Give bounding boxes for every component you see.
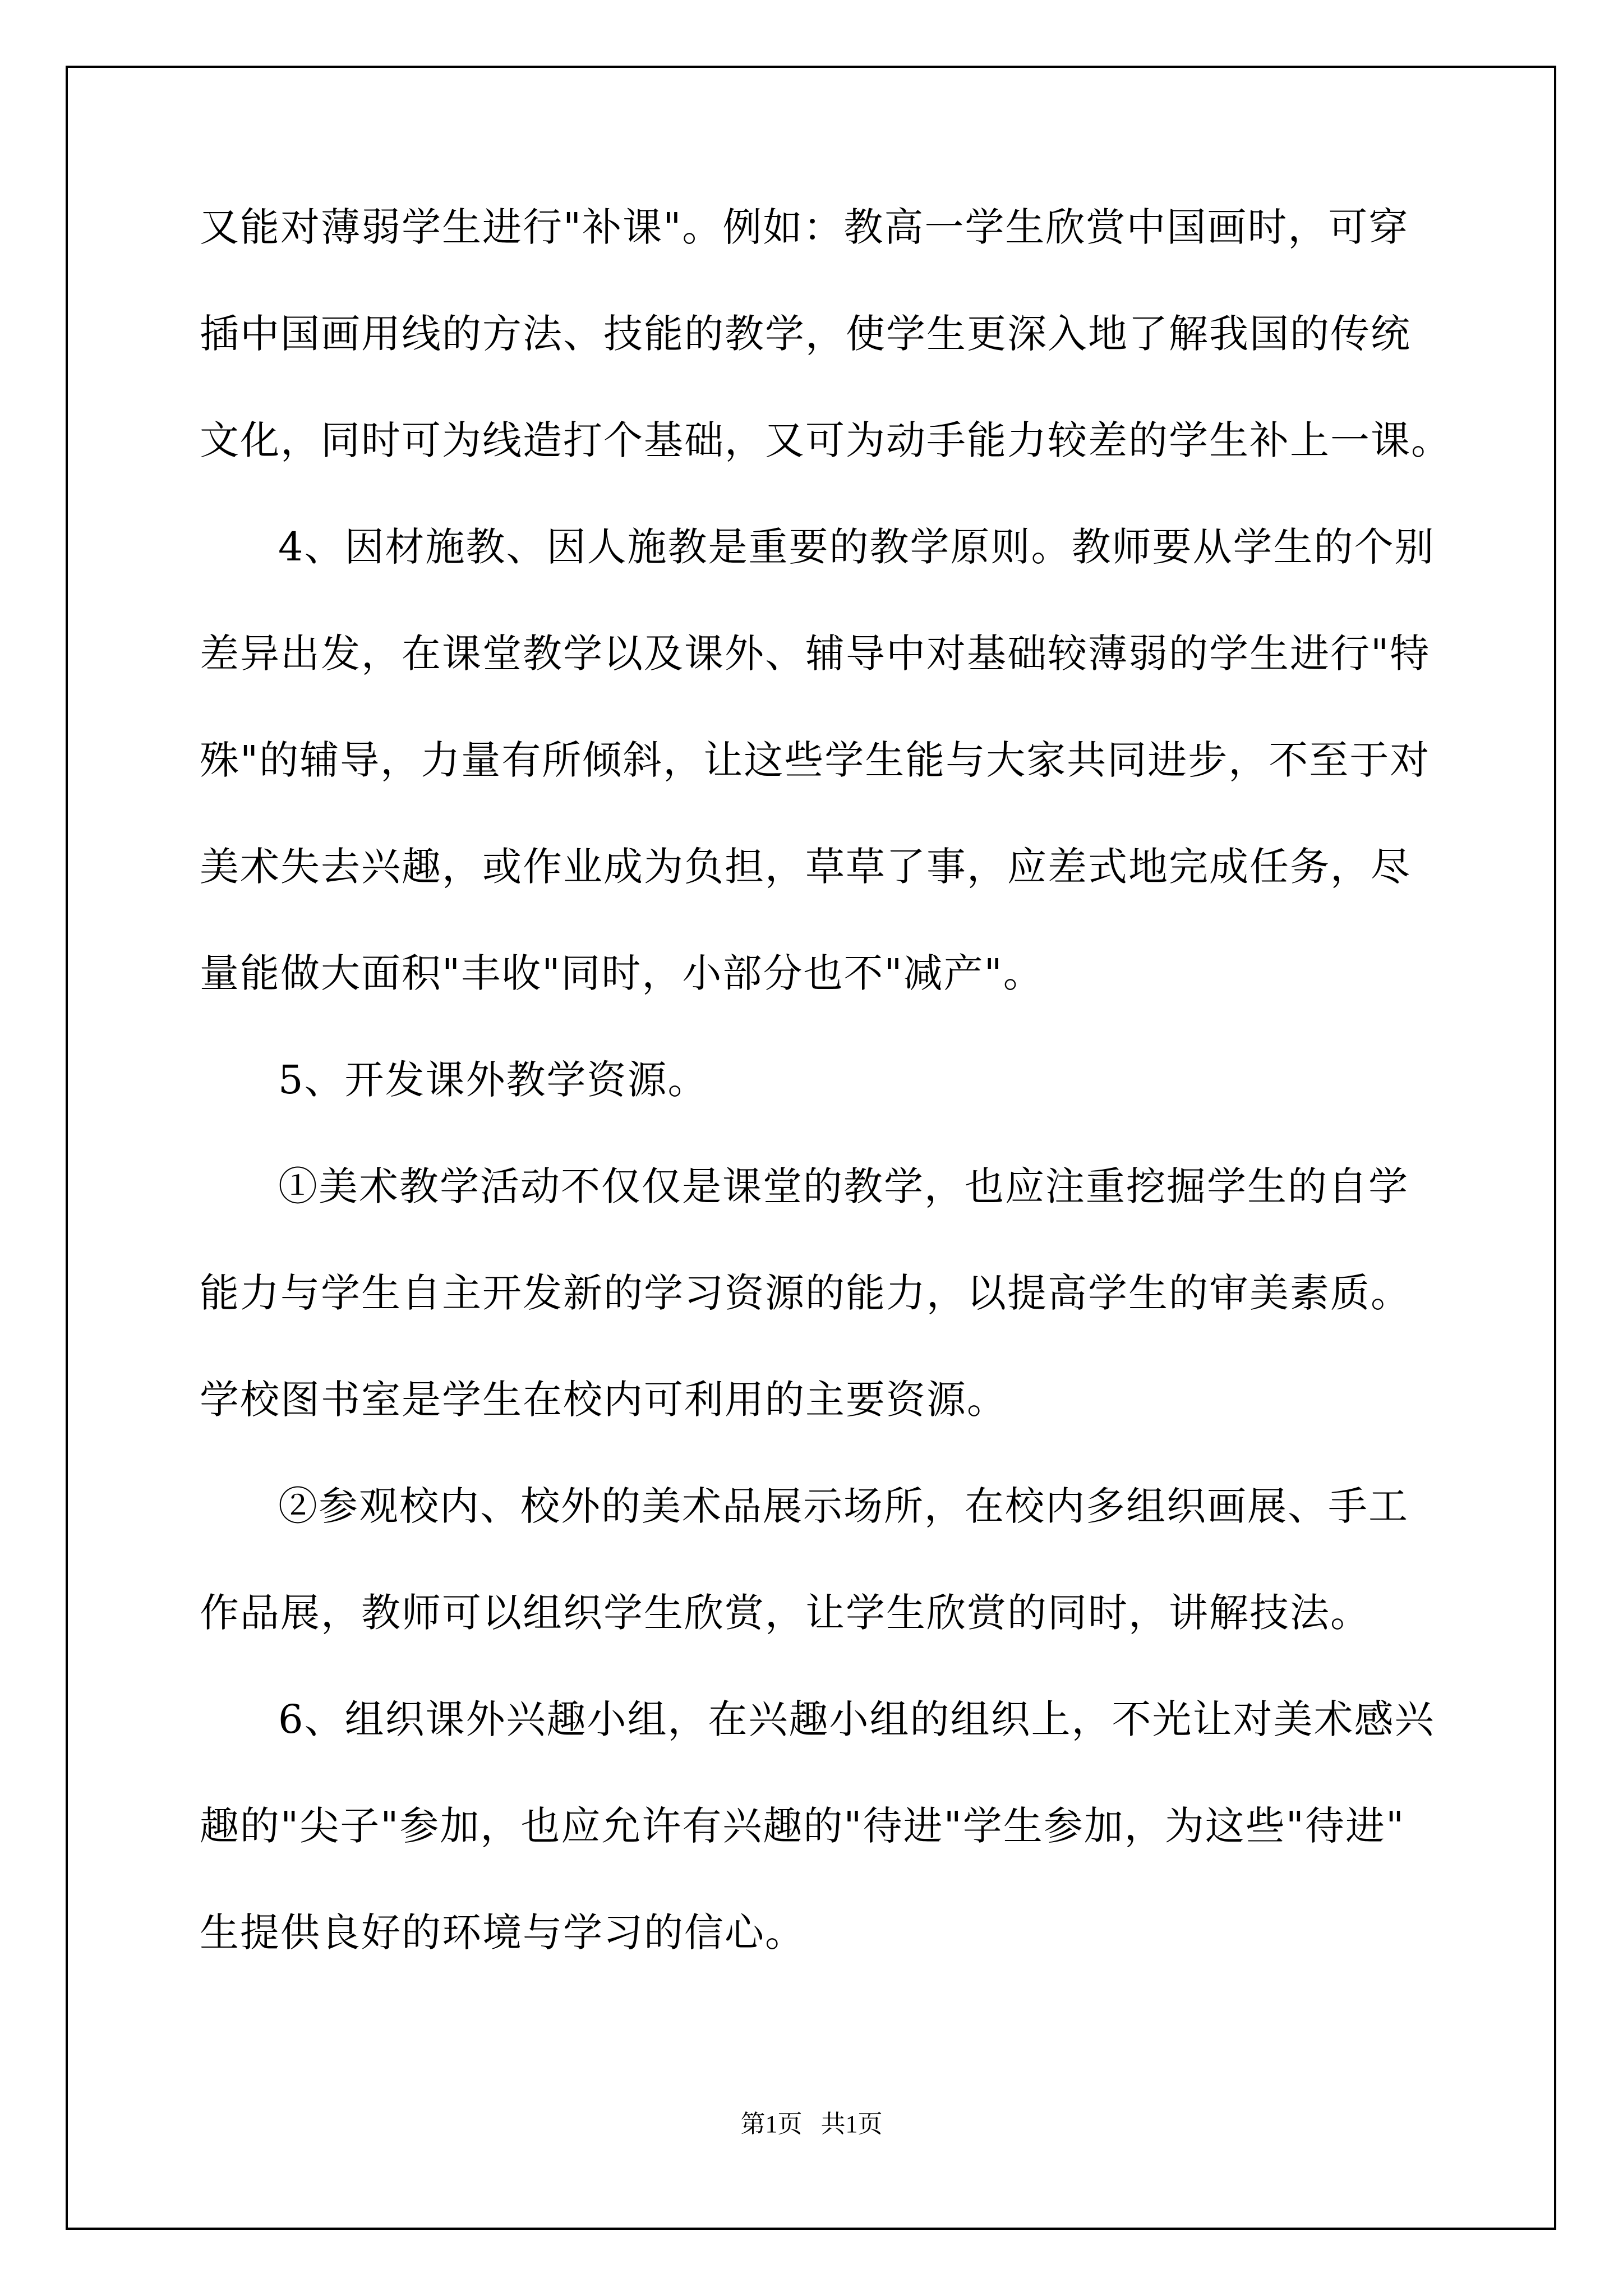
item-1-first-line: ①美术教学活动不仅仅是课堂的教学，也应注重挖掘学生的自学 — [278, 1163, 1409, 1209]
text-line: 生提供良好的环境与学习的信心。 — [200, 1910, 805, 1955]
text-line: 作品展，教师可以组织学生欣赏，让学生欣赏的同时，讲解技法。 — [200, 1590, 1371, 1636]
text-line: 美术失去兴趣，或作业成为负担，草草了事，应差式地完成任务，尽 — [200, 844, 1411, 890]
text-line: 差异出发，在课堂教学以及课外、辅导中对基础较薄弱的学生进行"特 — [200, 631, 1431, 677]
paragraph-5-heading: 5、开发课外教学资源。 — [278, 1057, 708, 1103]
document-body — [200, 204, 1451, 2019]
page-number-footer: 第1页 共1页 — [740, 2110, 883, 2138]
text-line: 趣的"尖子"参加，也应允许有兴趣的"待进"学生参加，为这些"待进" — [200, 1803, 1405, 1849]
paragraph-4-first-line: 4、因材施教、因人施教是重要的教学原则。教师要从学生的个别 — [278, 524, 1435, 570]
text-line: 能力与学生自主开发新的学习资源的能力，以提高学生的审美素质。 — [200, 1270, 1411, 1316]
item-2-first-line: ②参观校内、校外的美术品展示场所，在校内多组织画展、手工 — [278, 1483, 1409, 1529]
text-line: 又能对薄弱学生进行"补课"。例如：教高一学生欣赏中国画时，可穿 — [200, 204, 1409, 250]
text-line: 文化，同时可为线造打个基础，又可为动手能力较差的学生补上一课。 — [200, 417, 1451, 463]
text-line: 学校图书室是学生在校内可利用的主要资源。 — [200, 1377, 1007, 1423]
text-line: 殊"的辅导，力量有所倾斜，让这些学生能与大家共同进步，不至于对 — [200, 737, 1431, 783]
paragraph-6-first-line: 6、组织课外兴趣小组，在兴趣小组的组织上，不光让对美术感兴 — [278, 1696, 1435, 1742]
text-line: 量能做大面积"丰收"同时，小部分也不"减产"。 — [200, 950, 1044, 996]
text-line: 插中国画用线的方法、技能的教学，使学生更深入地了解我国的传统 — [200, 311, 1411, 357]
